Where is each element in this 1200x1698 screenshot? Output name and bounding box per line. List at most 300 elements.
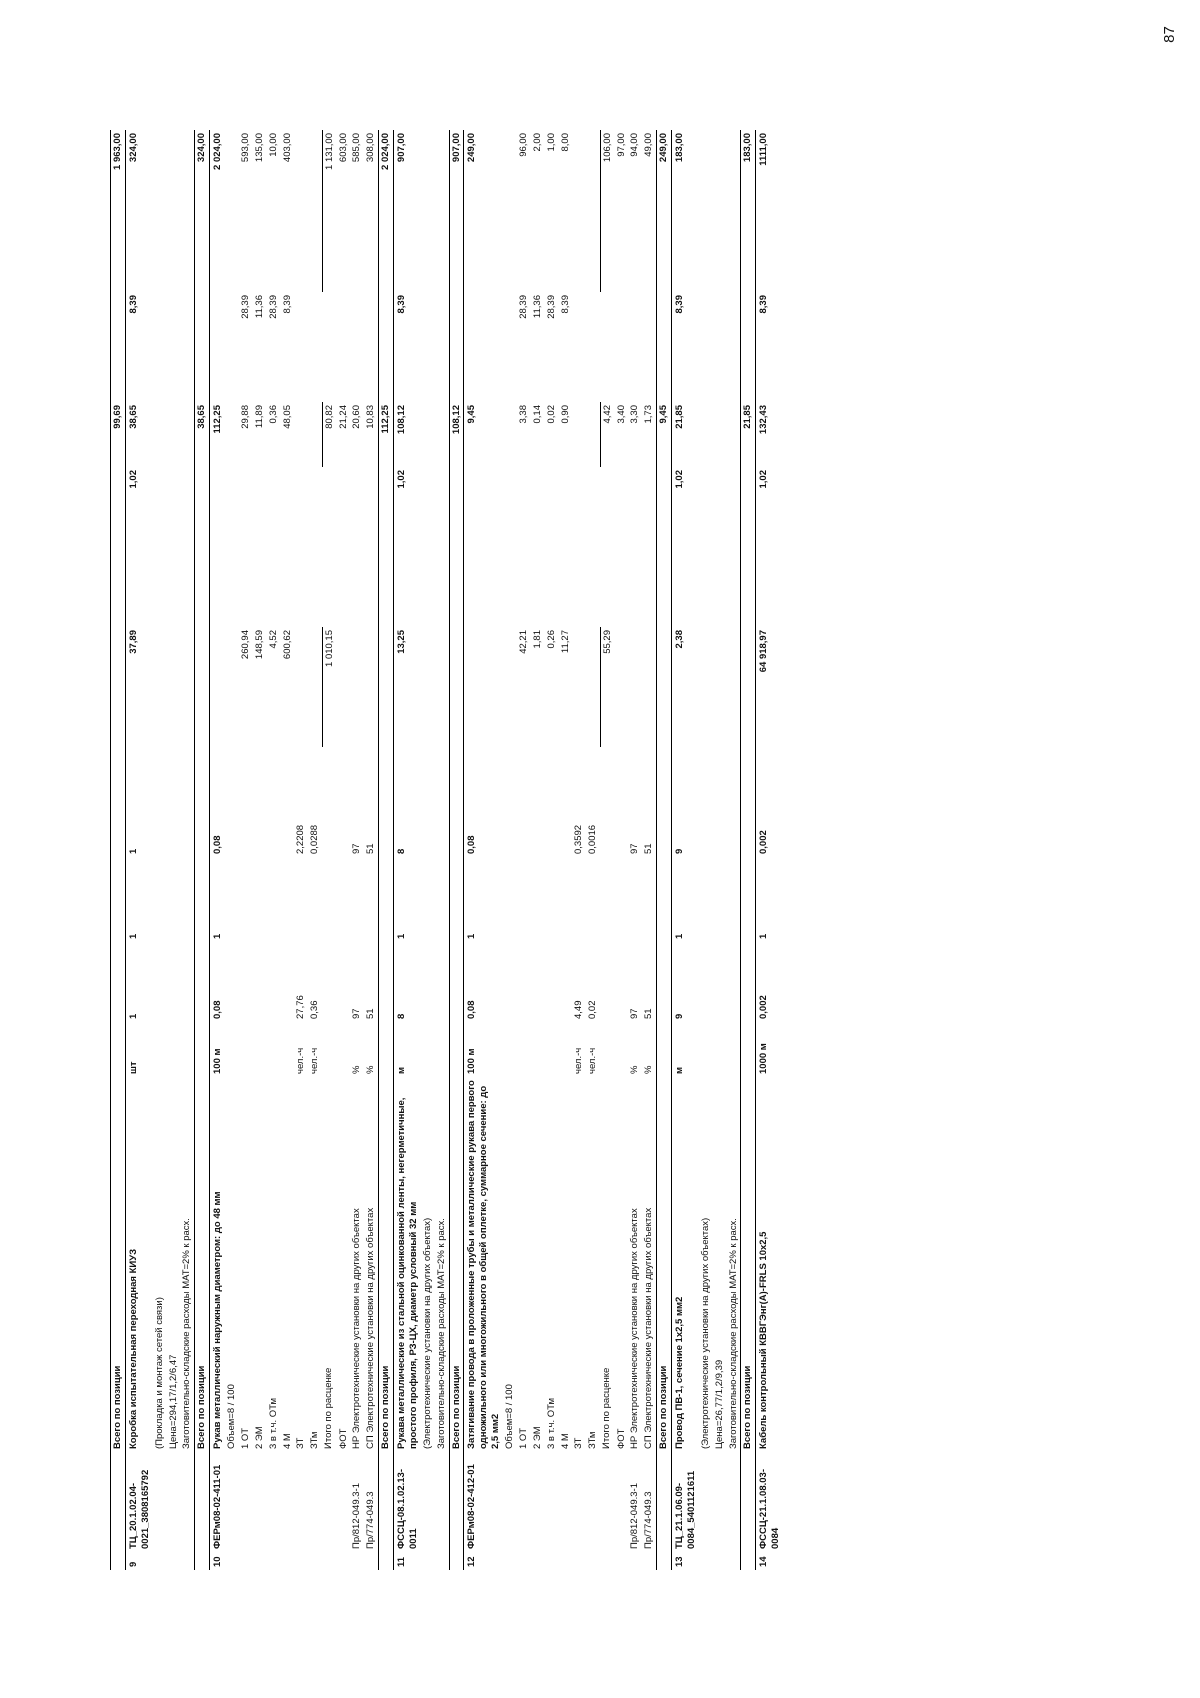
item-code: ФССЦ-08.1.02.13-0011 <box>394 1452 421 1552</box>
item-name: Провод ПВ-1, сечение 1х2,5 мм2 <box>672 1077 699 1452</box>
total-blank <box>741 627 756 747</box>
item-quantity: 1 <box>125 942 152 1022</box>
detail-conversion-index: 11,36 <box>531 295 543 319</box>
detail-unit: чел.-ч <box>295 1047 307 1074</box>
detail-unit <box>267 1022 281 1077</box>
item-detail-row <box>628 130 642 1570</box>
detail-base-cost <box>572 402 586 467</box>
item-name: Рукав металлический наружным диаметром: до 48 мм <box>210 1077 225 1452</box>
detail-index <box>167 467 181 627</box>
total-blank <box>741 1552 756 1570</box>
detail-total-quantity <box>727 747 741 857</box>
detail-conversion-index <box>642 292 656 402</box>
item-total-quantity: 0,002 <box>756 747 783 857</box>
detail-coefficient <box>531 857 545 942</box>
detail-total-quantity <box>531 747 545 857</box>
total-base-cost: 38,65 <box>195 402 210 467</box>
total-blank <box>449 942 464 1022</box>
item-total-row <box>449 130 464 1570</box>
detail-code <box>699 1452 713 1552</box>
detail-code <box>727 1452 741 1552</box>
detail-total-quantity <box>545 747 559 857</box>
detail-quantity: 51 <box>643 1008 655 1019</box>
total-current-cost: 183,00 <box>741 130 756 292</box>
item-detail-row <box>503 130 517 1570</box>
detail-current-cost: 1 131,00 <box>322 130 336 292</box>
item-index: 1,02 <box>125 467 152 627</box>
detail-index <box>322 467 336 627</box>
detail-conversion-index: 28,39 <box>517 295 529 319</box>
detail-quantity <box>559 942 573 1022</box>
detail-blank <box>572 1552 586 1570</box>
detail-unit <box>713 1022 727 1077</box>
detail-current-cost <box>572 130 586 292</box>
item-base-price <box>210 627 225 747</box>
detail-quantity <box>600 942 614 1022</box>
total-blank <box>657 747 672 857</box>
detail-current-cost: 603,00 <box>337 133 349 163</box>
detail-unit <box>322 1022 336 1077</box>
detail-code <box>517 1452 531 1552</box>
detail-conversion-index <box>225 292 239 402</box>
detail-quantity <box>435 942 449 1022</box>
item-current-cost: 907,00 <box>394 130 421 292</box>
detail-conversion-index <box>308 292 322 402</box>
detail-quantity: 4,49 <box>573 1000 585 1019</box>
detail-code <box>281 1452 295 1552</box>
detail-conversion-index <box>350 292 364 402</box>
total-blank <box>449 627 464 747</box>
detail-total-quantity <box>559 747 573 857</box>
detail-quantity: 97 <box>351 1008 363 1019</box>
item-detail-row <box>350 130 364 1570</box>
detail-index <box>253 467 267 627</box>
total-blank <box>741 857 756 942</box>
detail-text: Цена=26,77/1,2/9,39 <box>713 1359 725 1449</box>
detail-quantity <box>281 942 295 1022</box>
detail-index <box>727 467 741 627</box>
detail-coefficient <box>253 857 267 942</box>
item-detail-row <box>600 130 614 1570</box>
total-blank <box>195 857 210 942</box>
detail-base-cost <box>180 402 194 467</box>
detail-text: 1 ОТ <box>239 1427 251 1449</box>
detail-index <box>421 467 435 627</box>
detail-base-price <box>503 627 517 747</box>
item-number: 12 <box>464 1552 503 1570</box>
detail-total-quantity: 51 <box>643 843 655 854</box>
total-blank <box>741 292 756 402</box>
total-blank <box>741 1022 756 1077</box>
detail-text: 3 в т.ч. ОТм <box>545 1397 557 1449</box>
total-label: Всего по позиции <box>449 1077 464 1452</box>
estimate-table <box>110 130 783 1570</box>
detail-current-cost: 97,00 <box>615 133 627 157</box>
detail-index <box>545 467 559 627</box>
detail-current-cost <box>727 130 741 292</box>
detail-index <box>517 467 531 627</box>
detail-coefficient <box>322 857 336 942</box>
carry-total-label: Всего по позиции <box>111 1077 126 1452</box>
item-total-quantity: 0,08 <box>464 747 503 857</box>
item-coefficient: 1 <box>756 857 783 942</box>
estimate-table-body <box>111 130 784 1570</box>
total-blank <box>449 292 464 402</box>
detail-current-cost <box>421 130 435 292</box>
total-blank <box>379 1022 394 1077</box>
detail-base-price <box>642 627 656 747</box>
item-detail-row <box>727 130 741 1570</box>
total-current-cost: 907,00 <box>449 130 464 292</box>
detail-conversion-index <box>600 292 614 402</box>
item-unit: 100 м <box>210 1022 225 1077</box>
detail-code <box>180 1452 194 1552</box>
detail-blank <box>615 1552 629 1570</box>
item-name: Кабель контрольный КВВГЭнг(А)-FRLS 10х2,5 <box>756 1077 783 1452</box>
detail-code <box>615 1452 629 1552</box>
item-number: 13 <box>672 1552 699 1570</box>
detail-conversion-index: 11,36 <box>253 295 265 319</box>
item-quantity: 9 <box>672 942 699 1022</box>
detail-base-price <box>364 627 378 747</box>
detail-blank <box>180 1552 194 1570</box>
detail-index <box>153 467 167 627</box>
total-blank <box>741 942 756 1022</box>
item-base-price: 64 918,97 <box>756 627 783 747</box>
item-detail-row <box>713 130 727 1570</box>
detail-unit <box>727 1022 741 1077</box>
detail-base-price <box>699 627 713 747</box>
detail-base-cost <box>713 402 727 467</box>
detail-quantity <box>253 942 267 1022</box>
detail-text: ЗТм <box>309 1431 321 1449</box>
detail-base-cost <box>421 402 435 467</box>
total-blank <box>195 292 210 402</box>
total-blank <box>379 467 394 627</box>
detail-base-cost: 0,02 <box>545 405 557 424</box>
detail-unit <box>225 1022 239 1077</box>
item-code: ФЕРм08-02-412-01 <box>464 1452 503 1552</box>
item-base-price: 13,25 <box>394 627 421 747</box>
detail-text: ЗТм <box>587 1431 599 1449</box>
detail-total-quantity <box>225 747 239 857</box>
item-detail-row <box>281 130 295 1570</box>
detail-conversion-index <box>294 292 308 402</box>
total-blank <box>379 627 394 747</box>
total-blank <box>657 942 672 1022</box>
detail-coefficient <box>167 857 181 942</box>
detail-unit <box>253 1022 267 1077</box>
detail-text: Заготовительно-складские расходы МАТ=2% к расх. <box>435 1218 447 1449</box>
detail-current-cost <box>308 130 322 292</box>
detail-base-price <box>350 627 364 747</box>
detail-coefficient <box>337 857 351 942</box>
detail-quantity <box>531 942 545 1022</box>
detail-coefficient <box>559 857 573 942</box>
detail-code: Пр/774-049.3 <box>365 1491 377 1549</box>
detail-base-cost <box>294 402 308 467</box>
detail-current-cost: 106,00 <box>600 130 614 292</box>
total-current-cost: 324,00 <box>195 130 210 292</box>
total-blank <box>195 1022 210 1077</box>
item-base-cost: 132,43 <box>756 402 783 467</box>
detail-quantity: 27,76 <box>295 995 307 1019</box>
detail-base-cost <box>167 402 181 467</box>
total-blank <box>379 1452 394 1552</box>
detail-quantity <box>225 942 239 1022</box>
total-blank <box>449 467 464 627</box>
detail-base-price: 148,59 <box>253 630 265 660</box>
item-total-quantity: 8 <box>394 747 421 857</box>
detail-current-cost <box>699 130 713 292</box>
detail-base-price <box>294 627 308 747</box>
detail-current-cost: 593,00 <box>239 133 251 163</box>
item-current-cost: 249,00 <box>464 130 503 292</box>
total-blank <box>657 627 672 747</box>
item-base-price: 37,89 <box>125 627 152 747</box>
detail-current-cost <box>153 130 167 292</box>
detail-code: Пр/812-049.3-1 <box>351 1483 363 1549</box>
detail-total-quantity <box>267 747 281 857</box>
item-number: 11 <box>394 1552 421 1570</box>
detail-total-quantity <box>239 747 253 857</box>
detail-code <box>225 1452 239 1552</box>
total-base-cost: 108,12 <box>449 402 464 467</box>
item-quantity: 0,08 <box>210 942 225 1022</box>
detail-conversion-index: 28,39 <box>267 295 279 319</box>
total-base-cost: 9,45 <box>657 402 672 467</box>
detail-coefficient <box>517 857 531 942</box>
item-base-cost: 112,25 <box>210 402 225 467</box>
detail-base-cost: 48,05 <box>281 405 293 429</box>
detail-base-cost <box>503 402 517 467</box>
detail-unit: % <box>643 1065 655 1074</box>
detail-base-price <box>225 627 239 747</box>
item-row <box>672 130 699 1570</box>
item-unit: 100 м <box>464 1022 503 1077</box>
item-base-cost: 9,45 <box>464 402 503 467</box>
detail-coefficient <box>572 857 586 942</box>
detail-conversion-index <box>713 292 727 402</box>
detail-text: ЗТ <box>573 1437 585 1449</box>
detail-conversion-index <box>727 292 741 402</box>
detail-text: 4 М <box>559 1433 571 1449</box>
detail-base-cost: 3,40 <box>615 405 627 424</box>
item-name: Рукава металлические из стальной оцинкованной ленты, негерметичные, простого профиля, РЗ-ЦХ, диаметр условный 32 мм <box>394 1077 421 1452</box>
detail-total-quantity <box>253 747 267 857</box>
detail-blank <box>350 1552 364 1570</box>
item-coefficient: 1 <box>672 857 699 942</box>
detail-total-quantity <box>337 747 351 857</box>
total-blank <box>195 1452 210 1552</box>
total-blank <box>741 467 756 627</box>
detail-unit: чел.-ч <box>573 1047 585 1074</box>
detail-blank <box>322 1552 336 1570</box>
detail-index <box>180 467 194 627</box>
item-unit: шт <box>125 1022 152 1077</box>
detail-code <box>572 1452 586 1552</box>
detail-code <box>239 1452 253 1552</box>
detail-coefficient <box>350 857 364 942</box>
detail-text: Заготовительно-складские расходы МАТ=2% к расх. <box>727 1218 739 1449</box>
item-index: 1,02 <box>394 467 421 627</box>
detail-coefficient <box>281 857 295 942</box>
item-base-price <box>464 627 503 747</box>
detail-base-cost <box>435 402 449 467</box>
detail-current-cost <box>435 130 449 292</box>
total-base-cost: 112,25 <box>379 402 394 467</box>
total-base-cost: 21,85 <box>741 402 756 467</box>
detail-total-quantity <box>153 747 167 857</box>
detail-base-price <box>421 627 435 747</box>
detail-text: (Прокладка и монтаж сетей связи) <box>153 1297 165 1449</box>
detail-blank <box>559 1552 573 1570</box>
detail-conversion-index: 8,39 <box>559 295 571 314</box>
detail-quantity <box>517 942 531 1022</box>
detail-unit <box>503 1022 517 1077</box>
detail-index <box>281 467 295 627</box>
detail-conversion-index: 8,39 <box>281 295 293 314</box>
detail-conversion-index <box>503 292 517 402</box>
detail-coefficient <box>239 857 253 942</box>
total-blank <box>657 1452 672 1552</box>
item-number: 14 <box>756 1552 783 1570</box>
detail-index <box>503 467 517 627</box>
detail-base-cost <box>586 402 600 467</box>
detail-quantity: 97 <box>629 1008 641 1019</box>
item-row <box>394 130 421 1570</box>
detail-coefficient <box>586 857 600 942</box>
item-total-quantity: 9 <box>672 747 699 857</box>
detail-code <box>435 1452 449 1552</box>
item-row <box>464 130 503 1570</box>
detail-conversion-index <box>699 292 713 402</box>
detail-coefficient <box>615 857 629 942</box>
detail-quantity <box>167 942 181 1022</box>
item-unit: 1000 м <box>756 1022 783 1077</box>
item-detail-row <box>253 130 267 1570</box>
detail-blank <box>517 1552 531 1570</box>
detail-unit <box>281 1022 295 1077</box>
detail-current-cost: 308,00 <box>365 133 377 163</box>
detail-index <box>435 467 449 627</box>
item-detail-row <box>308 130 322 1570</box>
total-label: Всего по позиции <box>379 1077 394 1452</box>
total-blank <box>379 1552 394 1570</box>
detail-blank <box>600 1552 614 1570</box>
detail-coefficient <box>642 857 656 942</box>
detail-total-quantity: 51 <box>365 843 377 854</box>
total-blank <box>449 1022 464 1077</box>
item-detail-row <box>322 130 336 1570</box>
item-total-row <box>741 130 756 1570</box>
detail-base-cost <box>225 402 239 467</box>
item-detail-row <box>559 130 573 1570</box>
item-quantity: 8 <box>394 942 421 1022</box>
detail-total-quantity <box>713 747 727 857</box>
detail-base-cost: 1,73 <box>643 405 655 424</box>
item-index: 1,02 <box>756 467 783 627</box>
detail-conversion-index <box>364 292 378 402</box>
item-detail-row <box>642 130 656 1570</box>
item-index <box>210 467 225 627</box>
detail-text: СП Электротехнические установки на других объектах <box>643 1207 655 1449</box>
item-number: 10 <box>210 1552 225 1570</box>
detail-conversion-index: 28,39 <box>545 295 557 319</box>
detail-index <box>308 467 322 627</box>
detail-code <box>559 1452 573 1552</box>
detail-blank <box>713 1552 727 1570</box>
detail-text: ФОТ <box>615 1428 627 1449</box>
total-blank <box>195 942 210 1022</box>
item-number: 9 <box>125 1552 152 1570</box>
carry-total-v12: 1 963,00 <box>111 130 126 292</box>
item-row <box>125 130 152 1570</box>
total-blank <box>741 747 756 857</box>
detail-blank <box>421 1552 435 1570</box>
detail-current-cost <box>180 130 194 292</box>
detail-coefficient <box>545 857 559 942</box>
detail-base-cost: 0,36 <box>267 405 279 424</box>
detail-index <box>642 467 656 627</box>
item-quantity: 0,08 <box>464 942 503 1022</box>
detail-total-quantity <box>435 747 449 857</box>
detail-current-cost <box>503 130 517 292</box>
detail-base-price: 55,29 <box>600 627 614 747</box>
detail-coefficient <box>421 857 435 942</box>
detail-quantity <box>615 942 629 1022</box>
detail-base-cost: 4,42 <box>600 402 614 467</box>
detail-text: Объем=8 / 100 <box>504 1384 515 1449</box>
item-total-quantity: 1 <box>125 747 152 857</box>
detail-blank <box>337 1552 351 1570</box>
detail-blank <box>364 1552 378 1570</box>
item-conversion-index: 8,39 <box>394 292 421 402</box>
detail-total-quantity <box>281 747 295 857</box>
detail-index <box>586 467 600 627</box>
detail-code <box>167 1452 181 1552</box>
detail-index <box>615 467 629 627</box>
total-blank <box>449 1452 464 1552</box>
detail-text: СП Электротехнические установки на других объектах <box>365 1207 377 1449</box>
item-code: ФЕРм08-02-411-01 <box>210 1452 225 1552</box>
detail-conversion-index <box>615 292 629 402</box>
detail-coefficient <box>435 857 449 942</box>
item-code: ТЦ_21.1.06.09-0084_5401121611 <box>672 1452 699 1552</box>
detail-code <box>308 1452 322 1552</box>
total-blank <box>379 857 394 942</box>
item-base-cost: 38,65 <box>125 402 152 467</box>
detail-code <box>713 1452 727 1552</box>
item-detail-row <box>586 130 600 1570</box>
detail-conversion-index <box>180 292 194 402</box>
total-blank <box>195 627 210 747</box>
item-detail-row <box>267 130 281 1570</box>
item-detail-row <box>225 130 239 1570</box>
detail-quantity <box>267 942 281 1022</box>
item-detail-row <box>435 130 449 1570</box>
detail-base-cost <box>699 402 713 467</box>
detail-base-cost: 3,38 <box>517 405 529 424</box>
detail-base-price <box>153 627 167 747</box>
item-conversion-index: 8,39 <box>125 292 152 402</box>
detail-unit <box>167 1022 181 1077</box>
detail-coefficient <box>153 857 167 942</box>
detail-unit <box>337 1022 351 1077</box>
total-blank <box>449 857 464 942</box>
detail-text: ФОТ <box>337 1428 349 1449</box>
total-blank <box>449 747 464 857</box>
